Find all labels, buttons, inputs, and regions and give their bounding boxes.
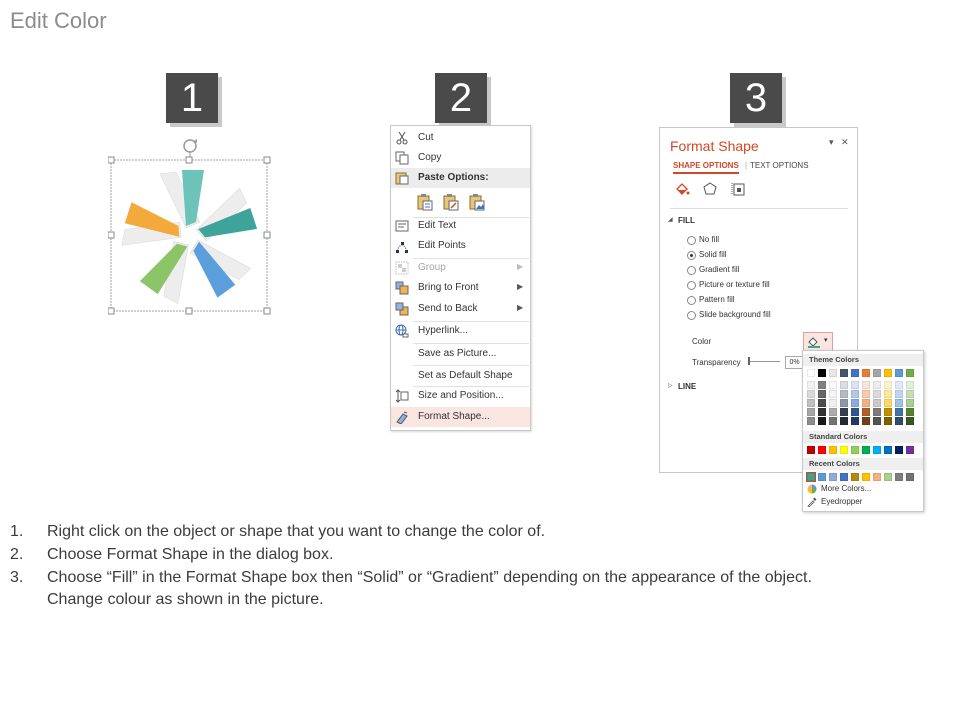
radio-pattern-fill[interactable]	[687, 296, 696, 305]
theme-color-swatch[interactable]	[906, 369, 914, 377]
flower-graphic	[118, 170, 257, 307]
theme-color-swatch[interactable]	[884, 417, 892, 425]
radio-solid-fill[interactable]	[687, 251, 696, 260]
submenu-arrow-icon: ▶	[517, 282, 524, 291]
close-icon[interactable]: ✕	[841, 137, 849, 147]
radio-gradient-fill[interactable]	[687, 266, 696, 275]
eyedropper-icon	[807, 497, 817, 507]
recent-color-swatch[interactable]	[829, 473, 837, 481]
radio-picture-fill[interactable]	[687, 281, 696, 290]
fill-line-icon[interactable]	[674, 181, 690, 197]
step-badge-2: 2	[435, 73, 487, 123]
standard-color-swatch[interactable]	[829, 446, 837, 454]
menu-item-size-and-position[interactable]	[391, 386, 530, 406]
page-title: Edit Color	[10, 8, 107, 33]
theme-color-swatch[interactable]	[906, 417, 914, 425]
size-position-icon	[395, 389, 409, 403]
theme-color-swatch[interactable]	[884, 390, 892, 398]
standard-color-swatch[interactable]	[840, 446, 848, 454]
theme-color-swatch[interactable]	[895, 369, 903, 377]
menu-item-label: Edit Points	[418, 240, 466, 251]
step-badge-3: 3	[730, 73, 782, 123]
bring-to-front-icon	[395, 281, 409, 295]
theme-color-swatch[interactable]	[884, 381, 892, 389]
standard-color-swatch[interactable]	[818, 446, 826, 454]
step-number: 3.	[10, 569, 24, 586]
menu-item-label: Edit Text	[418, 220, 457, 231]
theme-color-swatch[interactable]	[851, 390, 859, 398]
copy-icon	[395, 151, 409, 165]
resize-handle-w[interactable]	[108, 232, 114, 238]
size-properties-icon[interactable]	[730, 181, 746, 197]
radio-label: Pattern fill	[699, 295, 735, 304]
radio-label: Picture or texture fill	[699, 280, 770, 289]
effects-pentagon-icon[interactable]	[702, 181, 718, 197]
theme-color-swatch[interactable]	[862, 390, 870, 398]
theme-color-swatch[interactable]	[840, 408, 848, 416]
standard-color-swatch[interactable]	[873, 446, 881, 454]
theme-color-swatch[interactable]	[851, 399, 859, 407]
theme-color-swatch[interactable]	[818, 390, 826, 398]
theme-color-swatch[interactable]	[906, 390, 914, 398]
step-text: Choose Format Shape in the dialog box.	[47, 546, 334, 563]
standard-color-swatch[interactable]	[895, 446, 903, 454]
submenu-arrow-icon: ▶	[517, 303, 524, 312]
pane-options-dropdown-icon[interactable]: ▾	[829, 137, 834, 147]
menu-item-hyperlink[interactable]	[391, 321, 530, 341]
paste-keep-source-icon[interactable]	[443, 193, 459, 211]
menu-item-label: Size and Position...	[418, 390, 504, 401]
standard-color-swatch[interactable]	[851, 446, 859, 454]
recent-color-swatch[interactable]	[840, 473, 848, 481]
send-to-back-icon	[395, 302, 409, 316]
paste-picture-icon[interactable]	[469, 193, 485, 211]
chevron-down-icon: ▾	[824, 337, 828, 344]
theme-color-swatch[interactable]	[862, 399, 870, 407]
theme-color-swatch[interactable]	[818, 381, 826, 389]
recent-color-swatch[interactable]	[818, 473, 826, 481]
transparency-input[interactable]: 0%	[785, 356, 804, 369]
theme-color-swatch[interactable]	[807, 390, 815, 398]
paste-icon	[395, 171, 409, 185]
radio-label: Solid fill	[699, 250, 727, 259]
theme-color-swatch[interactable]	[818, 417, 826, 425]
theme-color-swatch[interactable]	[862, 417, 870, 425]
scissors-icon	[395, 131, 409, 145]
theme-color-swatch[interactable]	[873, 381, 881, 389]
color-label: Color	[692, 337, 712, 346]
tab-divider: |	[745, 161, 748, 170]
resize-handle-se[interactable]	[264, 308, 270, 314]
header-label: Standard Colors	[809, 432, 868, 441]
radio-label: No fill	[699, 235, 720, 244]
eyedropper-label: Eyedropper	[821, 497, 863, 506]
standard-color-swatch[interactable]	[862, 446, 870, 454]
theme-color-swatch[interactable]	[840, 369, 848, 377]
menu-item-format-shape[interactable]	[391, 407, 530, 427]
theme-color-swatch[interactable]	[840, 417, 848, 425]
menu-header-paste-options	[391, 168, 530, 188]
theme-color-swatch[interactable]	[873, 408, 881, 416]
theme-color-swatch[interactable]	[851, 408, 859, 416]
theme-color-swatch[interactable]	[862, 381, 870, 389]
tab-text-options[interactable]: TEXT OPTIONS	[750, 161, 809, 170]
recent-color-swatch[interactable]	[862, 473, 870, 481]
standard-color-swatch[interactable]	[884, 446, 892, 454]
menu-item-edit-points[interactable]	[391, 236, 530, 256]
menu-item-send-to-back[interactable]	[391, 299, 530, 319]
color-picker-popup	[802, 350, 924, 512]
menu-item-label: Copy	[418, 152, 442, 163]
resize-handle-ne[interactable]	[264, 157, 270, 163]
paste-options-row	[417, 191, 487, 213]
menu-item-label: Save as Picture...	[418, 348, 497, 359]
recent-color-swatch[interactable]	[895, 473, 903, 481]
theme-color-swatch[interactable]	[829, 390, 837, 398]
hyperlink-icon	[395, 324, 409, 338]
theme-color-swatch[interactable]	[818, 408, 826, 416]
resize-handle-e[interactable]	[264, 232, 270, 238]
theme-color-swatch[interactable]	[873, 390, 881, 398]
paint-bucket-icon	[807, 335, 821, 349]
theme-color-swatch[interactable]	[829, 399, 837, 407]
theme-color-swatch[interactable]	[807, 417, 815, 425]
header-label: Theme Colors	[809, 355, 860, 364]
theme-color-swatch[interactable]	[895, 408, 903, 416]
theme-color-swatch[interactable]	[840, 399, 848, 407]
menu-item-label: Bring to Front	[418, 282, 479, 293]
menu-item-label: Group	[418, 262, 446, 273]
line-collapsed-icon[interactable]: ▷	[668, 383, 673, 389]
menu-item-group	[391, 258, 530, 278]
step-text: Right click on the object or shape that you want to change the color of.	[47, 523, 546, 540]
theme-color-swatch[interactable]	[906, 381, 914, 389]
recent-colors-header	[803, 458, 923, 470]
menu-item-label: Paste Options:	[418, 172, 489, 183]
theme-color-swatch[interactable]	[818, 399, 826, 407]
theme-color-swatch[interactable]	[906, 399, 914, 407]
standard-colors-header	[803, 431, 923, 443]
theme-color-swatch[interactable]	[840, 390, 848, 398]
theme-color-swatch[interactable]	[862, 369, 870, 377]
theme-color-swatch[interactable]	[851, 381, 859, 389]
theme-color-swatch[interactable]	[906, 408, 914, 416]
line-section-header[interactable]: LINE	[678, 382, 697, 391]
transparency-label: Transparency	[692, 358, 741, 367]
radio-label: Gradient fill	[699, 265, 740, 274]
step-text: Change colour as shown in the picture.	[47, 591, 324, 608]
theme-color-swatch[interactable]	[895, 417, 903, 425]
pane-divider	[670, 208, 848, 209]
more-colors-label: More Colors...	[821, 484, 872, 493]
theme-color-swatch[interactable]	[807, 369, 815, 377]
menu-item-edit-text[interactable]	[391, 216, 530, 236]
radio-no-fill[interactable]	[687, 236, 696, 245]
resize-handle-n[interactable]	[186, 157, 192, 163]
theme-color-swatch[interactable]	[884, 369, 892, 377]
theme-colors-header	[803, 354, 923, 366]
theme-color-swatch[interactable]	[884, 399, 892, 407]
menu-item-cut[interactable]	[391, 128, 530, 148]
theme-color-swatch[interactable]	[829, 408, 837, 416]
menu-item-label: Cut	[418, 132, 434, 143]
menu-item-save-as-picture[interactable]	[391, 344, 530, 364]
eyedropper-button[interactable]	[805, 496, 921, 509]
menu-item-label: Hyperlink...	[418, 325, 469, 336]
resize-handle-s[interactable]	[186, 308, 192, 314]
tab-shape-options[interactable]: SHAPE OPTIONS	[673, 161, 739, 174]
recent-color-swatch[interactable]	[873, 473, 881, 481]
theme-color-swatch[interactable]	[807, 381, 815, 389]
recent-color-swatch[interactable]	[851, 473, 859, 481]
menu-item-set-default-shape[interactable]	[391, 366, 530, 386]
transparency-slider-thumb[interactable]	[748, 357, 750, 365]
transparency-slider-track[interactable]	[748, 361, 780, 362]
theme-color-swatch[interactable]	[873, 369, 881, 377]
submenu-arrow-icon: ▶	[517, 262, 524, 271]
theme-color-swatch[interactable]	[873, 417, 881, 425]
theme-color-swatch[interactable]	[829, 417, 837, 425]
theme-color-swatch[interactable]	[895, 399, 903, 407]
theme-color-swatch[interactable]	[829, 381, 837, 389]
theme-color-swatch[interactable]	[851, 369, 859, 377]
theme-color-swatch[interactable]	[818, 369, 826, 377]
fill-color-button[interactable]	[803, 332, 833, 352]
theme-color-swatch[interactable]	[895, 390, 903, 398]
radio-slide-background-fill[interactable]	[687, 311, 696, 320]
pane-title: Format Shape	[670, 138, 759, 154]
standard-color-swatch[interactable]	[906, 446, 914, 454]
fill-expanded-icon[interactable]: ◢	[668, 217, 673, 223]
recent-color-swatch[interactable]	[906, 473, 914, 481]
menu-item-copy[interactable]	[391, 148, 530, 168]
theme-color-swatch[interactable]	[807, 399, 815, 407]
menu-item-label: Set as Default Shape	[418, 370, 513, 381]
step-badge-1: 1	[166, 73, 218, 123]
theme-color-swatch[interactable]	[862, 408, 870, 416]
context-menu	[390, 125, 531, 431]
recent-color-swatch[interactable]	[807, 473, 815, 481]
step-number: 2.	[10, 546, 24, 563]
recent-color-swatch[interactable]	[884, 473, 892, 481]
menu-item-bring-to-front[interactable]	[391, 278, 530, 298]
group-icon	[395, 261, 409, 275]
format-shape-icon	[395, 410, 409, 424]
step-text: Choose “Fill” in the Format Shape box then “Solid” or “Gradient” depending on the appearance of the object.	[47, 569, 812, 586]
more-colors-button[interactable]	[805, 483, 921, 496]
header-label: Recent Colors	[809, 459, 860, 468]
theme-color-swatch[interactable]	[829, 369, 837, 377]
edit-text-icon	[395, 219, 409, 233]
color-wheel-icon	[807, 484, 817, 494]
edit-points-icon	[395, 239, 409, 253]
fill-section-header[interactable]: FILL	[678, 216, 695, 225]
theme-color-swatch[interactable]	[884, 408, 892, 416]
step-number: 1.	[10, 523, 24, 540]
theme-color-swatch[interactable]	[873, 399, 881, 407]
radio-label: Slide background fill	[699, 310, 771, 319]
selected-flower-shape[interactable]	[108, 130, 273, 315]
paste-use-destination-icon[interactable]	[417, 193, 433, 211]
resize-handle-sw[interactable]	[108, 308, 114, 314]
standard-color-swatch[interactable]	[807, 446, 815, 454]
menu-item-label: Send to Back	[418, 303, 478, 314]
theme-color-swatch[interactable]	[895, 381, 903, 389]
theme-color-swatch[interactable]	[851, 417, 859, 425]
menu-item-label: Format Shape...	[418, 411, 490, 422]
theme-color-swatch[interactable]	[807, 408, 815, 416]
resize-handle-nw[interactable]	[108, 157, 114, 163]
theme-color-swatch[interactable]	[840, 381, 848, 389]
